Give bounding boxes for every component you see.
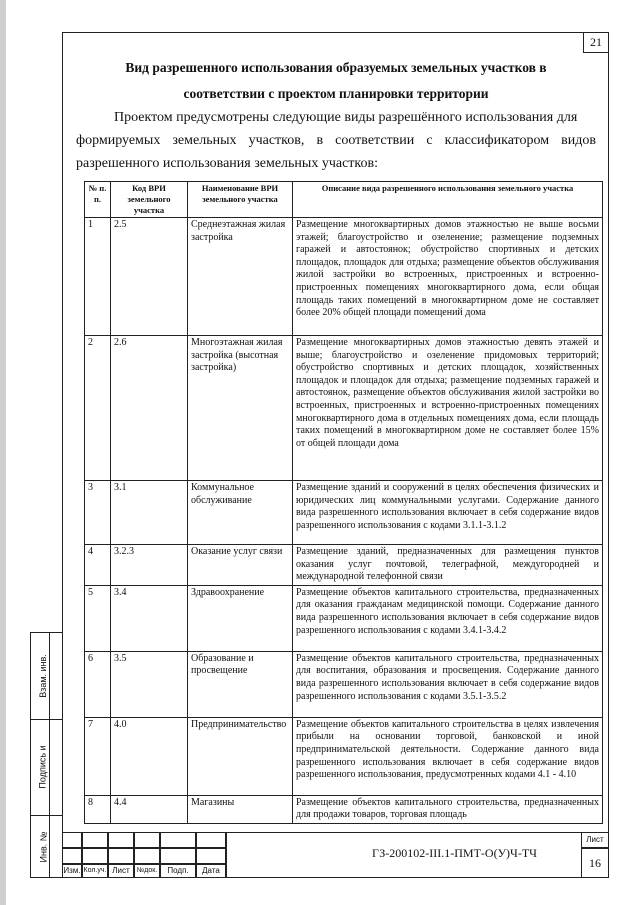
intro-line-1-text: Проектом предусмотрены следующие виды разрешённого использования для: [114, 110, 578, 125]
tb-grid-cell: [62, 848, 82, 864]
row-code: 3.4: [111, 585, 188, 651]
row-num: 5: [85, 585, 111, 651]
tb-grid-cell: [160, 848, 196, 864]
header-desc: Описание вида разрешенного использования земельного участка: [293, 182, 603, 218]
row-name: Многоэтажная жилая застройка (высотная застройка): [188, 336, 293, 481]
table-row: [85, 218, 603, 336]
tb-grid-cell: [82, 848, 108, 864]
tb-grid-cell: [108, 848, 134, 864]
tb-grid-cell: [82, 832, 108, 848]
tb-label-kol-uch: Кол.уч.: [82, 864, 108, 878]
side-label-inv-no-text: Инв. №: [38, 831, 49, 863]
document-title-line-1: Вид разрешенного использования образуемых земельных участков в: [125, 60, 547, 75]
table-row: [85, 717, 603, 795]
row-code: 2.6: [111, 336, 188, 481]
row-num: 6: [85, 651, 111, 717]
row-num: 8: [85, 795, 111, 823]
row-num: 7: [85, 717, 111, 795]
tb-grid-cell: [196, 832, 226, 848]
tb-grid-cell: [134, 832, 160, 848]
document-code: ГЗ-200102-III.1-ПМТ-О(У)Ч-ТЧ: [372, 846, 537, 860]
row-code: 3.1: [111, 481, 188, 545]
table-header-row: [85, 182, 603, 218]
sheet-number: 16: [581, 848, 609, 878]
row-name: Среднеэтажная жилая застройка: [188, 218, 293, 336]
intro-line-2: формируемых земельных участков, в соответствии с классификатором видов: [76, 133, 596, 148]
row-desc: Размещение многоквартирных домов этажностью не выше восьми этажей; благоустройство и озеленение; размещение подземных гаражей и автостоянок; обустройство спортивных и детских площадок, площадок для отдыха; размещение объектов обслуживания жилой застройки во встроенных, пристроенных и встроенно-пристроенных помещениях многоквартирного дома, если общая площадь таких помещений в многоквартирном доме не составляет более 20% общей площади помещений дома: [293, 218, 603, 336]
row-num: 4: [85, 545, 111, 586]
row-code: 3.2.3: [111, 545, 188, 586]
header-code: Код ВРИ земельного участка: [111, 182, 188, 218]
table-row: [85, 481, 603, 545]
row-desc: Размещение многоквартирных домов этажностью девять этажей и выше; благоустройство и озеленение придомовых территорий; обустройство спортивных и детских площадок, хозяйственных площадок и площадок для отдыха; размещение подземных гаражей и автостоянок, размещение объектов обслуживания жилой застройки во встроенных, пристроенных и встроенно-пристроенных помещениях многоквартирного дома в отдельных помещениях дома, если площадь таких помещений в многоквартирном доме не составляет более 15% от общей площади дома: [293, 336, 603, 481]
tb-grid-cell: [196, 848, 226, 864]
tb-label-izm: Изм.: [62, 864, 82, 878]
row-num: 3: [85, 481, 111, 545]
row-name: Коммунальное обслуживание: [188, 481, 293, 545]
row-code: 3.5: [111, 651, 188, 717]
row-desc: Размещение объектов капитального строительства в целях извлечения прибыли на основании торговой, банковской и иной предпринимательской деятельности. Содержание данного вида разрешенного использования включает в себя содержание видов разрешенного использования, предусмотренных кодами 4.1 - 4.10: [293, 717, 603, 795]
row-code: 4.0: [111, 717, 188, 795]
tb-sheet-label: Лист: [581, 832, 609, 848]
row-desc: Размещение зданий и сооружений в целях обеспечения физических и юридических лиц коммунальными услугами. Содержание данного вида разрешенного использования включает в себя содержание видов разрешенного использования с кодами 3.1.1-3.1.2: [293, 481, 603, 545]
row-name: Оказание услуг связи: [188, 545, 293, 586]
table-row: [85, 795, 603, 823]
table-row: [85, 651, 603, 717]
intro-paragraph: [76, 106, 596, 175]
table-row: [85, 336, 603, 481]
tb-grid-cell: [160, 832, 196, 848]
tb-label-podp: Подп.: [160, 864, 196, 878]
side-label-vzam-inv: [36, 633, 50, 719]
table-row: [85, 585, 603, 651]
side-label-inv-no: [36, 815, 50, 879]
intro-line-1: [76, 106, 596, 129]
row-code: 4.4: [111, 795, 188, 823]
row-desc: Размещение объектов капитального строительства, предназначенных для воспитания, образования и просвещения. Содержание данного вида разрешенного использования включает в себя содержание видов разрешенного использования с кодами 3.5.1-3.5.2: [293, 651, 603, 717]
row-code: 2.5: [111, 218, 188, 336]
row-num: 2: [85, 336, 111, 481]
table-row: [85, 545, 603, 586]
tb-grid-cell: [108, 832, 134, 848]
intro-line-3: разрешенного использования земельных участков:: [76, 156, 378, 171]
row-desc: Размещение объектов капитального строительства, предназначенных для продажи товаров, торговая площадь: [293, 795, 603, 823]
side-approval-stamp: [30, 632, 62, 878]
tb-label-data: Дата: [196, 864, 226, 878]
row-name: Здравоохранение: [188, 585, 293, 651]
row-name: Образование и просвещение: [188, 651, 293, 717]
title-block: [62, 832, 609, 878]
row-name: Магазины: [188, 795, 293, 823]
row-desc: Размещение объектов капитального строительства, предназначенных для оказания гражданам медицинской помощи. Содержание данного вида разрешенного использования включает в себя содержание видов разрешенного использования с кодами 3.4.1-3.4.2: [293, 585, 603, 651]
page-corner-number: 21: [583, 33, 608, 53]
tb-label-list: Лист: [108, 864, 134, 878]
row-name: Предпринимательство: [188, 717, 293, 795]
tb-grid-cell: [134, 848, 160, 864]
header-num: № п. п.: [85, 182, 111, 218]
document-title-line-2: соответствии с проектом планировки территории: [183, 86, 489, 101]
scan-edge: [0, 0, 6, 905]
row-num: 1: [85, 218, 111, 336]
side-label-vzam-inv-text: Взам. инв.: [38, 654, 49, 698]
land-use-table: [84, 181, 603, 824]
row-desc: Размещение зданий, предназначенных для размещения пунктов оказания услуг почтовой, телеграфной, междугородней и международной телефонной связи: [293, 545, 603, 586]
side-label-podpis: [36, 719, 50, 815]
header-name: Наименование ВРИ земельного участка: [188, 182, 293, 218]
tb-label-ndok: №док.: [134, 864, 160, 878]
side-label-podpis-text: Подпись и: [38, 745, 48, 789]
tb-grid-cell: [62, 832, 82, 848]
